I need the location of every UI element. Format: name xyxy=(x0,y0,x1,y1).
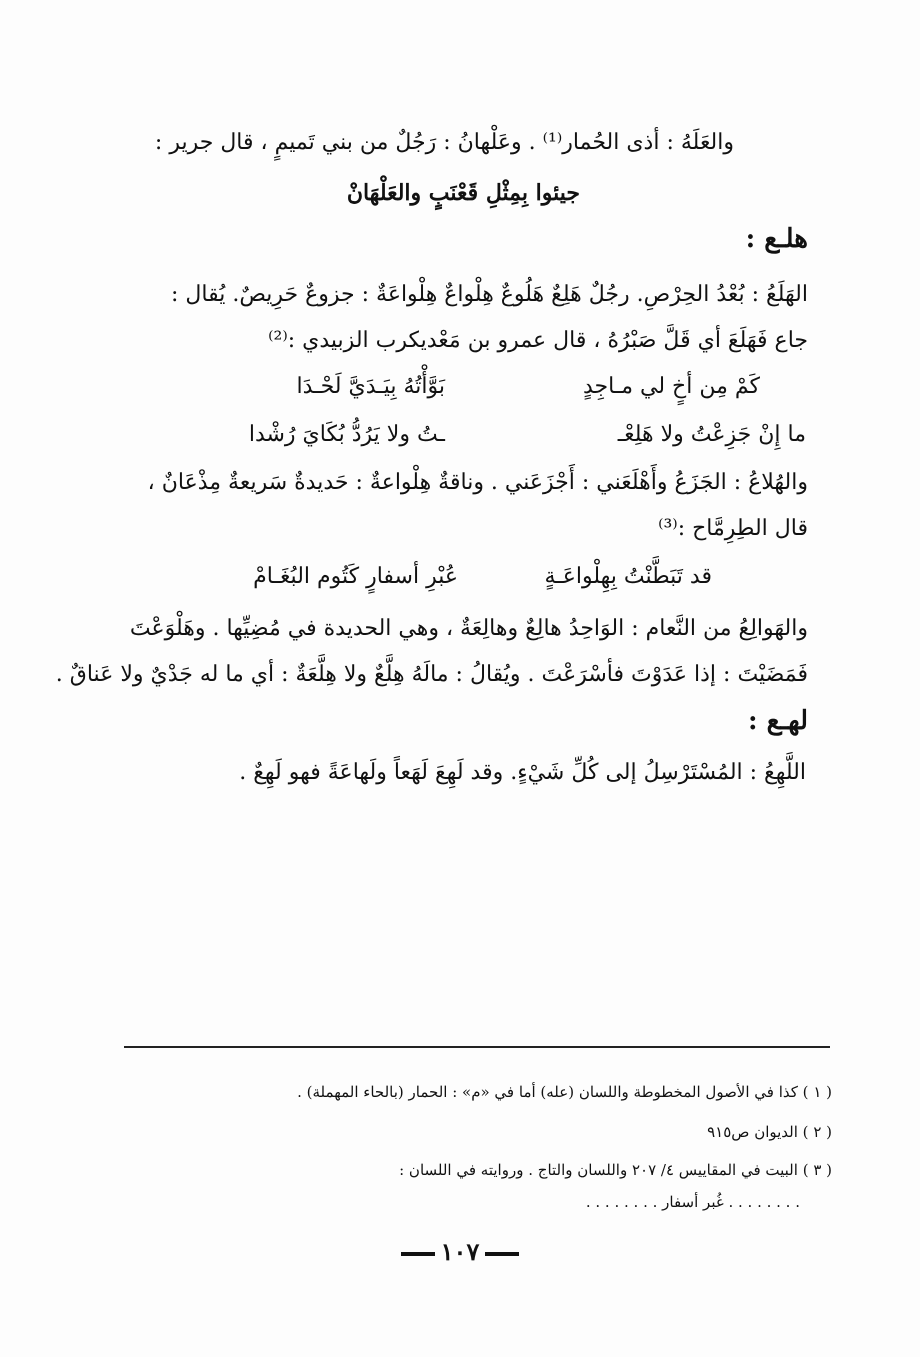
footnote: ( ١ ) كذا في الأصول المخطوطة واللسان (عله) أما في «م» : الحمار (بالحاء المهملة) . xyxy=(297,1083,832,1101)
footnote: ( ٢ ) الديوان ص٩١٥ xyxy=(707,1123,832,1141)
entry-heading: لهـع : xyxy=(747,706,808,736)
footnote-divider xyxy=(124,1046,830,1048)
verse-line: جيئوا بِمِثْلِ قَعْنَبٍ والعَلْهَانْ xyxy=(346,180,580,206)
footnote: ( ٣ ) البيت في المقاييس ٤/ ٢٠٧ واللسان والتاج . وروايته في اللسان : xyxy=(399,1161,832,1179)
entry-heading: هلـع : xyxy=(745,224,808,254)
text-line: قال الطِرِمَّاح :⁽³⁾ xyxy=(658,516,808,541)
text-line: اللَّهِعُ : المُسْتَرْسِلُ إلى كُلِّ شَيْءٍ. وقد لَهِعَ لَهَعاً ولَهاعَةً فهو لَهِعٌ . xyxy=(239,760,806,785)
page-number-dash xyxy=(485,1252,519,1256)
text-line: والعَلَهُ : أذى الحُمار⁽¹⁾ . وعَلْهانُ : رَجُلٌ من بني تَميمٍ ، قال جرير : xyxy=(154,130,734,155)
verse-hemistich: بَوَّأْتُهُ بِيَـدَيَّ لَحْـدَا xyxy=(296,374,445,399)
verse-hemistich: ما إِنْ جَزِعْتُ ولا هَلِعْـ xyxy=(617,422,806,447)
text-line: والهُلاعُ : الجَزَعُ وأَهْلَعَني : أَجْزَعَني . وناقةٌ هِلْواعةٌ : حَديدةٌ سَريعةٌ مِذْعَانٌ ، xyxy=(147,470,808,495)
text-line: جاع فَهَلَعَ أي قَلَّ صَبْرُهُ ، قال عمرو بن مَعْديكرب الزبيدي :⁽²⁾ xyxy=(268,328,808,353)
page-number xyxy=(0,1237,920,1266)
verse-hemistich: ـتُ ولا يَرُدُّ بُكَايَ رُشْدا xyxy=(248,422,445,447)
verse-hemistich: قد تَبَطَّنْتُ بِهِلْواعَـةٍ xyxy=(544,564,712,589)
page-number-dash xyxy=(401,1252,435,1256)
verse-hemistich: كَمْ مِن أخٍ لي مـاجِدٍ xyxy=(582,374,760,399)
text-line: فَمَضَيْتَ : إذا عَدَوْتَ فأسْرَعْتَ . ويُقالُ : مالَهُ هِلَّعٌ ولا هِلَّعَةٌ : أي ما له جَدْيٌ ولا عَناقٌ . xyxy=(55,662,808,687)
footnote: . . . . . . . . غُبر أسفار . . . . . . . . xyxy=(585,1193,800,1211)
page-number-value: ١٠٧ xyxy=(440,1237,480,1266)
text-line: الهَلَعُ : بُعْدُ الحِرْصِ. رجُلٌ هَلِعٌ هَلُوعٌ هِلْواعٌ هِلْواعَةٌ : جزوعٌ حَرِيصٌ. يُقال : xyxy=(171,282,808,307)
text-line: والهَوالِعُ من النَّعام : الوَاحِدُ هالِعٌ وهالِعَةٌ ، وهي الحديدة في مُضِيِّها . وهَلْوَعْتَ xyxy=(129,616,808,641)
verse-hemistich: عُبْرِ أسفارٍ كَتُوم البُغَـامْ xyxy=(253,564,458,589)
